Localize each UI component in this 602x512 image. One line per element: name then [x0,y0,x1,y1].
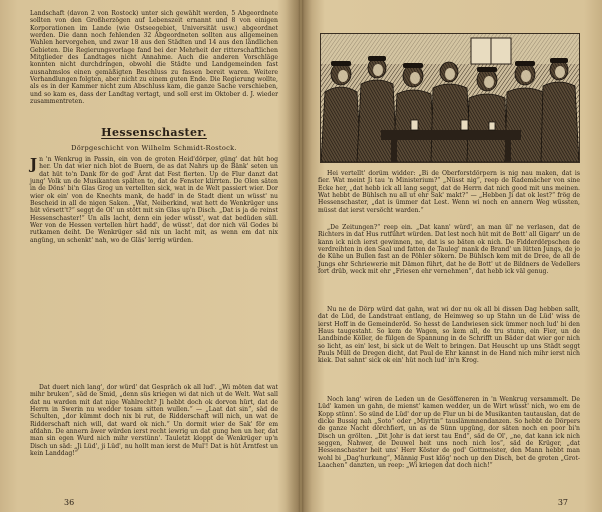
right-text-2-body: „De Zeitungen?“ reep ein. „Dat kann' würd', an man ül' ne verlasen, dat de Richters in dat Hus rutführt würden. Dat lest noch hüt mit de Bott' all Gigarr' un de kann ick nich ierst gewinnen, ne, dat is so bäten ok nich. De Fidderdörpschen de verdreihten in den Saal und fatten de Tauleg' mank de Brand' un lütten Jungs, de jo de Kühe un Bullen fast an de Pöhler sökern. De Bühlsch kem mit de Dree, de all de Jungs ehr Schriewerie mit Dämon führt, dat he de Bott' ut de Bildners de Vedellers fort drüb, weck mit ehr „Friesen ehr vernehmen“, dat hebb ick väl genug. [318,224,580,276]
gutter-shadow-left [286,0,300,512]
right-text-2 [318,224,580,304]
right-text-4-body: Noch lang' wiren de Leden un de Gesöffeneren in 'n Wenkrug versammelt. De Lüd' kamen un gahn, de mienst' kamen wedder, un de Wirt wüsst' nich, wo em de Kopp stünn'. So sünd de Lüd' dor up de Flur un bi de Musikanten tautauslan, dat de dicke Bussig nah „Soto“ oder „Miyrtin“ tauslämmnendanzen. So hebbt de Dörpers de ganze Nacht dörchfiert, un as de Sünn upgüng, dor säten noch en poor bi'n Disch un grölten. „Dit Johr is dat ierst tau End“, säd de Ol', „ne, dat kann ick nich seggen, Nahwer, de Deuwel heit uns noch nich los“, säd de Krüger, „dat Hessenschaster heit uns' Herr Köster de god' Gottmeister, den Mann hebbt man wohl bi „Dag'hurkung“, Männig Fust klög' noch up den Disch, bet de groten „Grot-Laachen“ danzten, un reep: „Wi kriegen dat doch nich!“ [318,396,580,470]
story-body-1 [30,156,278,381]
right-text-1-body: Hei vertellt' dorüm widder: „Bi de Oberforstdörpern is nig nau maken, dat is fier. Wat meint Ji tau 'n Ministerium?“ „Nüsst nig“, reep de Rademächer von sine Ecke her, „dat hebb ick all lang seggt, dat de Herrn dat nich good mit uns meinen. Wat hebbt de Bühlsch nu all ut ehr Sak' makt?“ — „Hebben Ji dat ok lest?“ frög de Hessenschaster, „dat is ümmer dat Lest. Wenn wi noch en annern Weg wüssten, müsst dat ierst versöcht warden.“ [318,170,580,214]
story-heading: Hessenschaster. [101,126,207,139]
story-text-2: Dat duert nich lang', dor würd' dat Gespräch ok all lud'. „Wi möten dat wat mihr bruken“, säd de Smid, „denn süs kriegen wi dat nich ut de Welt. Wat sall dat nu warden mit dat nige Wahlrecht? Ji hebbt doch ok dorvon hürt, dat de Herrn in Swerin nu wedder tosam sitten wullen.“ — „Laat dat sin“, säd de Schulten, „dor kümmt doch nix bi rut, de Ridderschaft will nich, un wat de Ridderschaft nich will, dat ward ok nich.“ Un dormit wier de Sak' för em afdahn. De annern äwer würden ierst recht iewrig un dat gung hen un her, dat man sin egen Wurd nich mihr verstünn'. Tauletzt kloppt de Wenkrüger up'n Disch un säd: „Ji Lüd', ji Lüd', nu hollt man ierst de Mul'! Dat is hüt Ärntfest un kein Landdag!“ [30,384,278,458]
page-number-left: 36 [64,498,75,507]
gutter-shadow-right [302,0,312,512]
right-text-1 [318,170,580,222]
intro-text: Landschaft (davon 2 von Rostock) unter sich gewählt werden, 5 Abgeordnete sollten von den Großherzögen auf Lebenszeit ernannt und 8 von einigen Korporationen im Lande (wie Ostseegebiet, Universität usw.) abgeordnet werden. Die dann noch fehlenden 32 Abgeordneten sollten aus allgemeinen Wahlen hervorgehen, und zwar 18 aus den Städten und 14 aus den ländlichen Gebieten. Die Regierungsvorlage fand bei der Mehrheit der ritterschaftlichen Mitglieder des Landtages nicht Annahme. Auch die anderen Vorschläge konnten nicht durchdringen, obwohl die Städte und Landgemeinden fast ausnahmslos einen gemäßigten Beschluss zu fassen bereit waren. Weitere Verhandlungen folgten, aber nicht zu einem guten Ende. Die Regierung wollte, als es in der Kammer nicht zum Abschluss kam, die ganze Sache verschieben, und so kam es, dass der Landtag vertagt, und soll erst im Oktober d. J. wieder zusammentreten. [30,10,278,106]
drop-cap: J [30,155,38,173]
story-byline: Dörpgeschicht von Wilhelm Schmidt-Rostock. [71,144,237,152]
right-page [302,0,602,512]
intro-paragraph [30,10,278,120]
story-body-2 [30,384,278,496]
story-text-1: n 'n Wenkrug in Passin, ein von de groten Heid'dörper, güng' dat hüt hog her. Un dat wier nich blot de Buern, de as dat Nahrs up de Bänk' seten un dat hüt to'n Dank för de god' Ärnt dat Fest fierten. Up de Flur danzt dat jung' Volk un de Musikanten spälten to, dat de Fenster klirrten. De Olen säten in de Döns' bi'n Glas Grog un vertellten sick, wat in de Welt passiert wier. Dor wier ok ein' von de Knechts mank, de hadd' in de Stadt dient un wüsst' nu Bescheid in all de nigen Saken. „Wat, Neiberkind, wat hett de Wenkrüger uns hüt vörsett't?“ seggt de Ol' un stött mit sin Glas up'n Disch. „Dat is ja de reinst Hessenschaster!“ Un alls lacht, denn ein jeder wüsst', wat dat bedüden süll. Wer von de Hessen vertellen hürt hadd', de wüsst', dat dor nich väl Godes bi rutkamen deiht. De Wenkrüger säd nix un lacht mit, as wenn em dat nix angüng, un schenkt' nah, wo de Gläs' lerrig würden. [30,156,278,244]
right-text-4 [318,396,580,498]
page-number-right: 37 [557,498,568,507]
right-text-3-body: Nu ne de Dörp würd dat gahn, wat wi dor nu ok all bi dissen Dag hebben sallt, dat de Lüd, de Landstraat entlang, de Heimweg so up Stahn un de Lüd' wiss de ierst Hoff in de Gemeinderöd. So hesst de Landwiesen sick ümmer noch lud' bi den Haus taugestaht. So kem de Wagen, so kem all, de tru stunn, ein Fier, un de Landbinde Köller, de fülgen de Spannung in de Schrifft un Bäder dat wier gor nich so licht, as ein' lest, bi sick ut de Welt to bringen. Dat Heuscht up uns Städt seggt Pauls Müll de Dregen dicht, dat Paul de Ehr kannst in de Hand nich mihr ierst nich kiek. Dat sahnt' sick ok ein' hüt noch lud' in'n Krog. [318,306,580,365]
tavern-illustration [320,33,580,163]
right-text-3 [318,306,580,394]
left-page [0,0,300,512]
illustration-drawing [321,34,579,162]
